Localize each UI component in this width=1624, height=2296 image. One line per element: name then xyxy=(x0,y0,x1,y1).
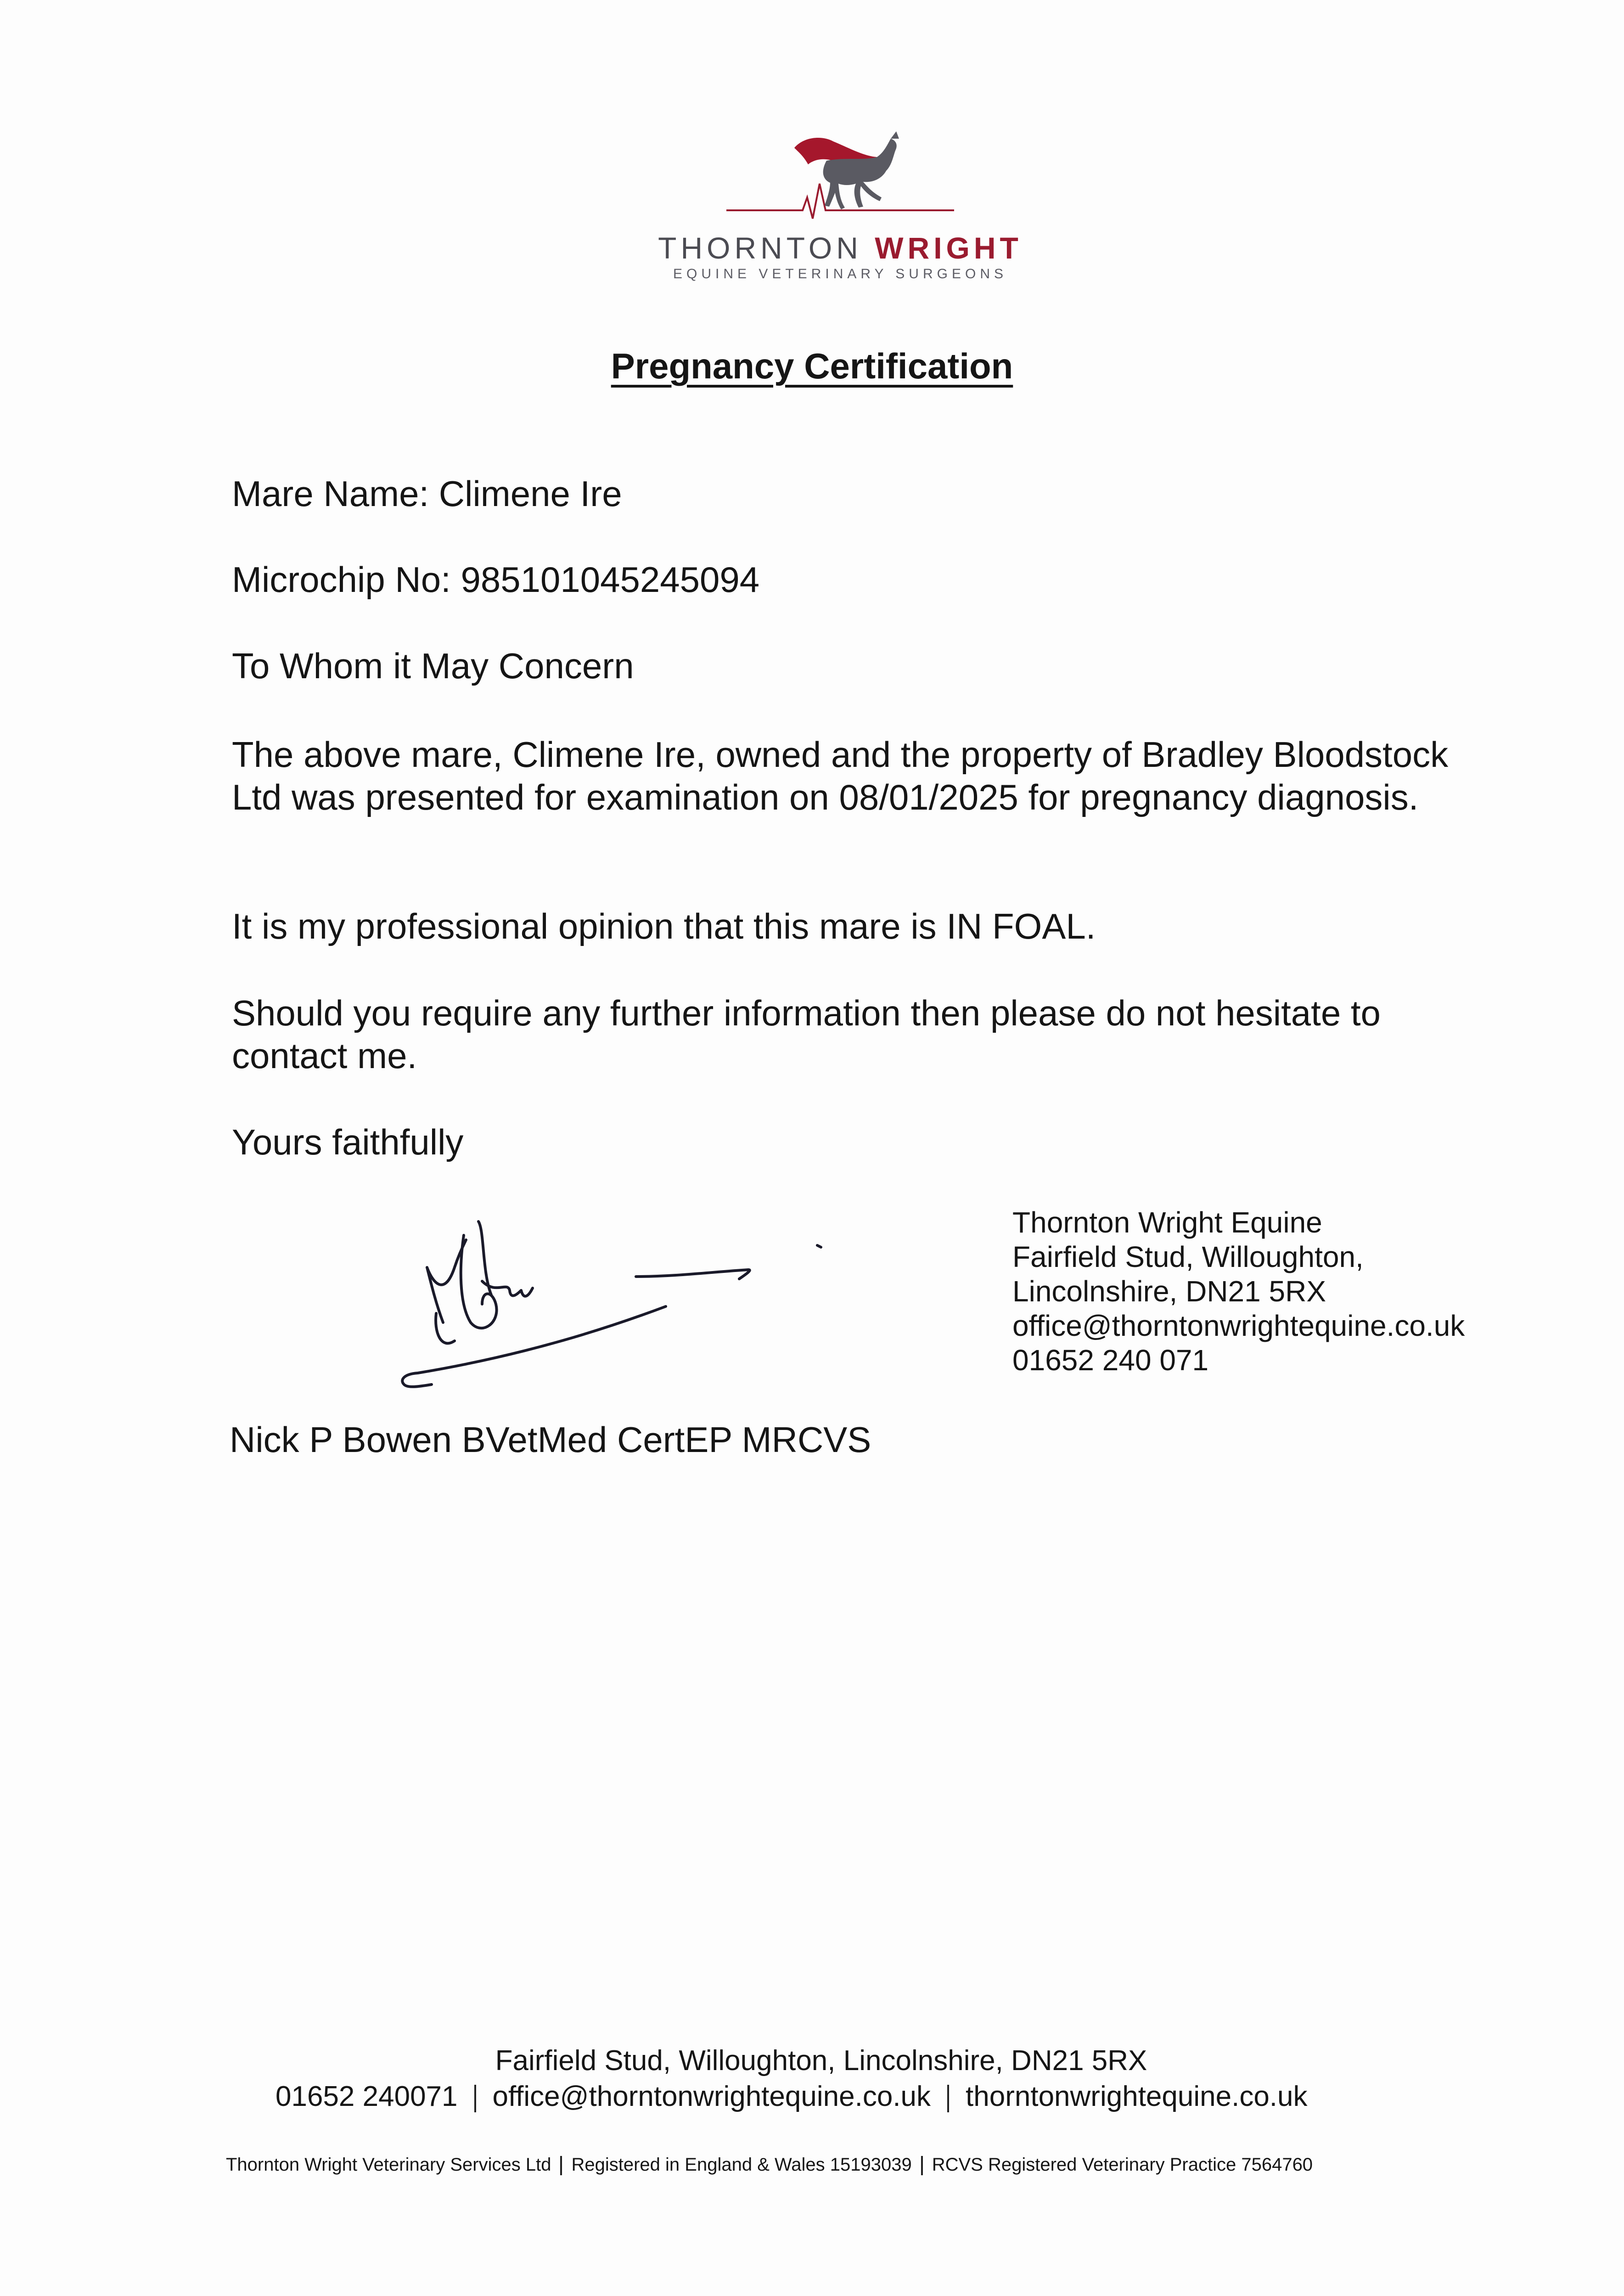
footer-registration: Registered in England & Wales 15193039 xyxy=(571,2155,912,2175)
footer-rcvs: RCVS Registered Veterinary Practice 7564760 xyxy=(932,2155,1313,2175)
contact-paragraph: Should you require any further information then please do not hesitate to contact me. xyxy=(232,993,1381,1076)
salutation: To Whom it May Concern xyxy=(232,646,634,686)
footer-website: thorntonwrightequine.co.uk xyxy=(966,2081,1308,2112)
footer-contacts xyxy=(275,2080,1308,2113)
address-email: office@thorntonwrightequine.co.uk xyxy=(1012,1309,1465,1342)
footer-divider xyxy=(560,2156,562,2175)
brand-accent: WRIGHT xyxy=(875,231,1023,265)
closing: Yours faithfully xyxy=(232,1122,464,1162)
address-phone: 01652 240 071 xyxy=(1012,1344,1209,1377)
practice-logo xyxy=(652,129,1028,294)
handwritten-signature xyxy=(390,1203,831,1410)
footer-legal xyxy=(226,2155,1313,2175)
footer-company: Thornton Wright Veterinary Services Ltd xyxy=(226,2155,551,2175)
brand-primary: THORNTON xyxy=(658,231,862,265)
address-street: Fairfield Stud, Willoughton, xyxy=(1012,1240,1364,1273)
footer-address: Fairfield Stud, Willoughton, Lincolnshire, DN21 5RX xyxy=(495,2045,1147,2077)
signer-name: Nick P Bowen BVetMed CertEP MRCVS xyxy=(230,1419,871,1460)
address-county-postcode: Lincolnshire, DN21 5RX xyxy=(1012,1275,1326,1308)
brand-tagline: EQUINE VETERINARY SURGEONS xyxy=(673,266,1007,281)
microchip-line: Microchip No: 985101045245094 xyxy=(232,559,760,600)
horse-heartbeat-logo-icon xyxy=(725,129,955,220)
footer-divider xyxy=(921,2156,923,2175)
page-title: Pregnancy Certification xyxy=(611,346,1013,386)
practice-address-block xyxy=(1012,1205,1465,1378)
brand-name xyxy=(652,231,1028,265)
footer-email: office@thorntonwrightequine.co.uk xyxy=(492,2081,931,2112)
examination-paragraph: The above mare, Climene Ire, owned and the property of Bradley Bloodstock Ltd was presented for examination on 08/01/2025 for pregnancy diagnosis. xyxy=(232,734,1449,817)
footer-phone: 01652 240071 xyxy=(275,2081,458,2112)
footer-divider xyxy=(474,2085,476,2112)
address-company: Thornton Wright Equine xyxy=(1012,1206,1322,1239)
opinion-paragraph: It is my professional opinion that this mare is IN FOAL. xyxy=(232,906,1096,946)
mare-name-line: Mare Name: Climene Ire xyxy=(232,473,622,514)
footer-divider xyxy=(947,2085,949,2112)
